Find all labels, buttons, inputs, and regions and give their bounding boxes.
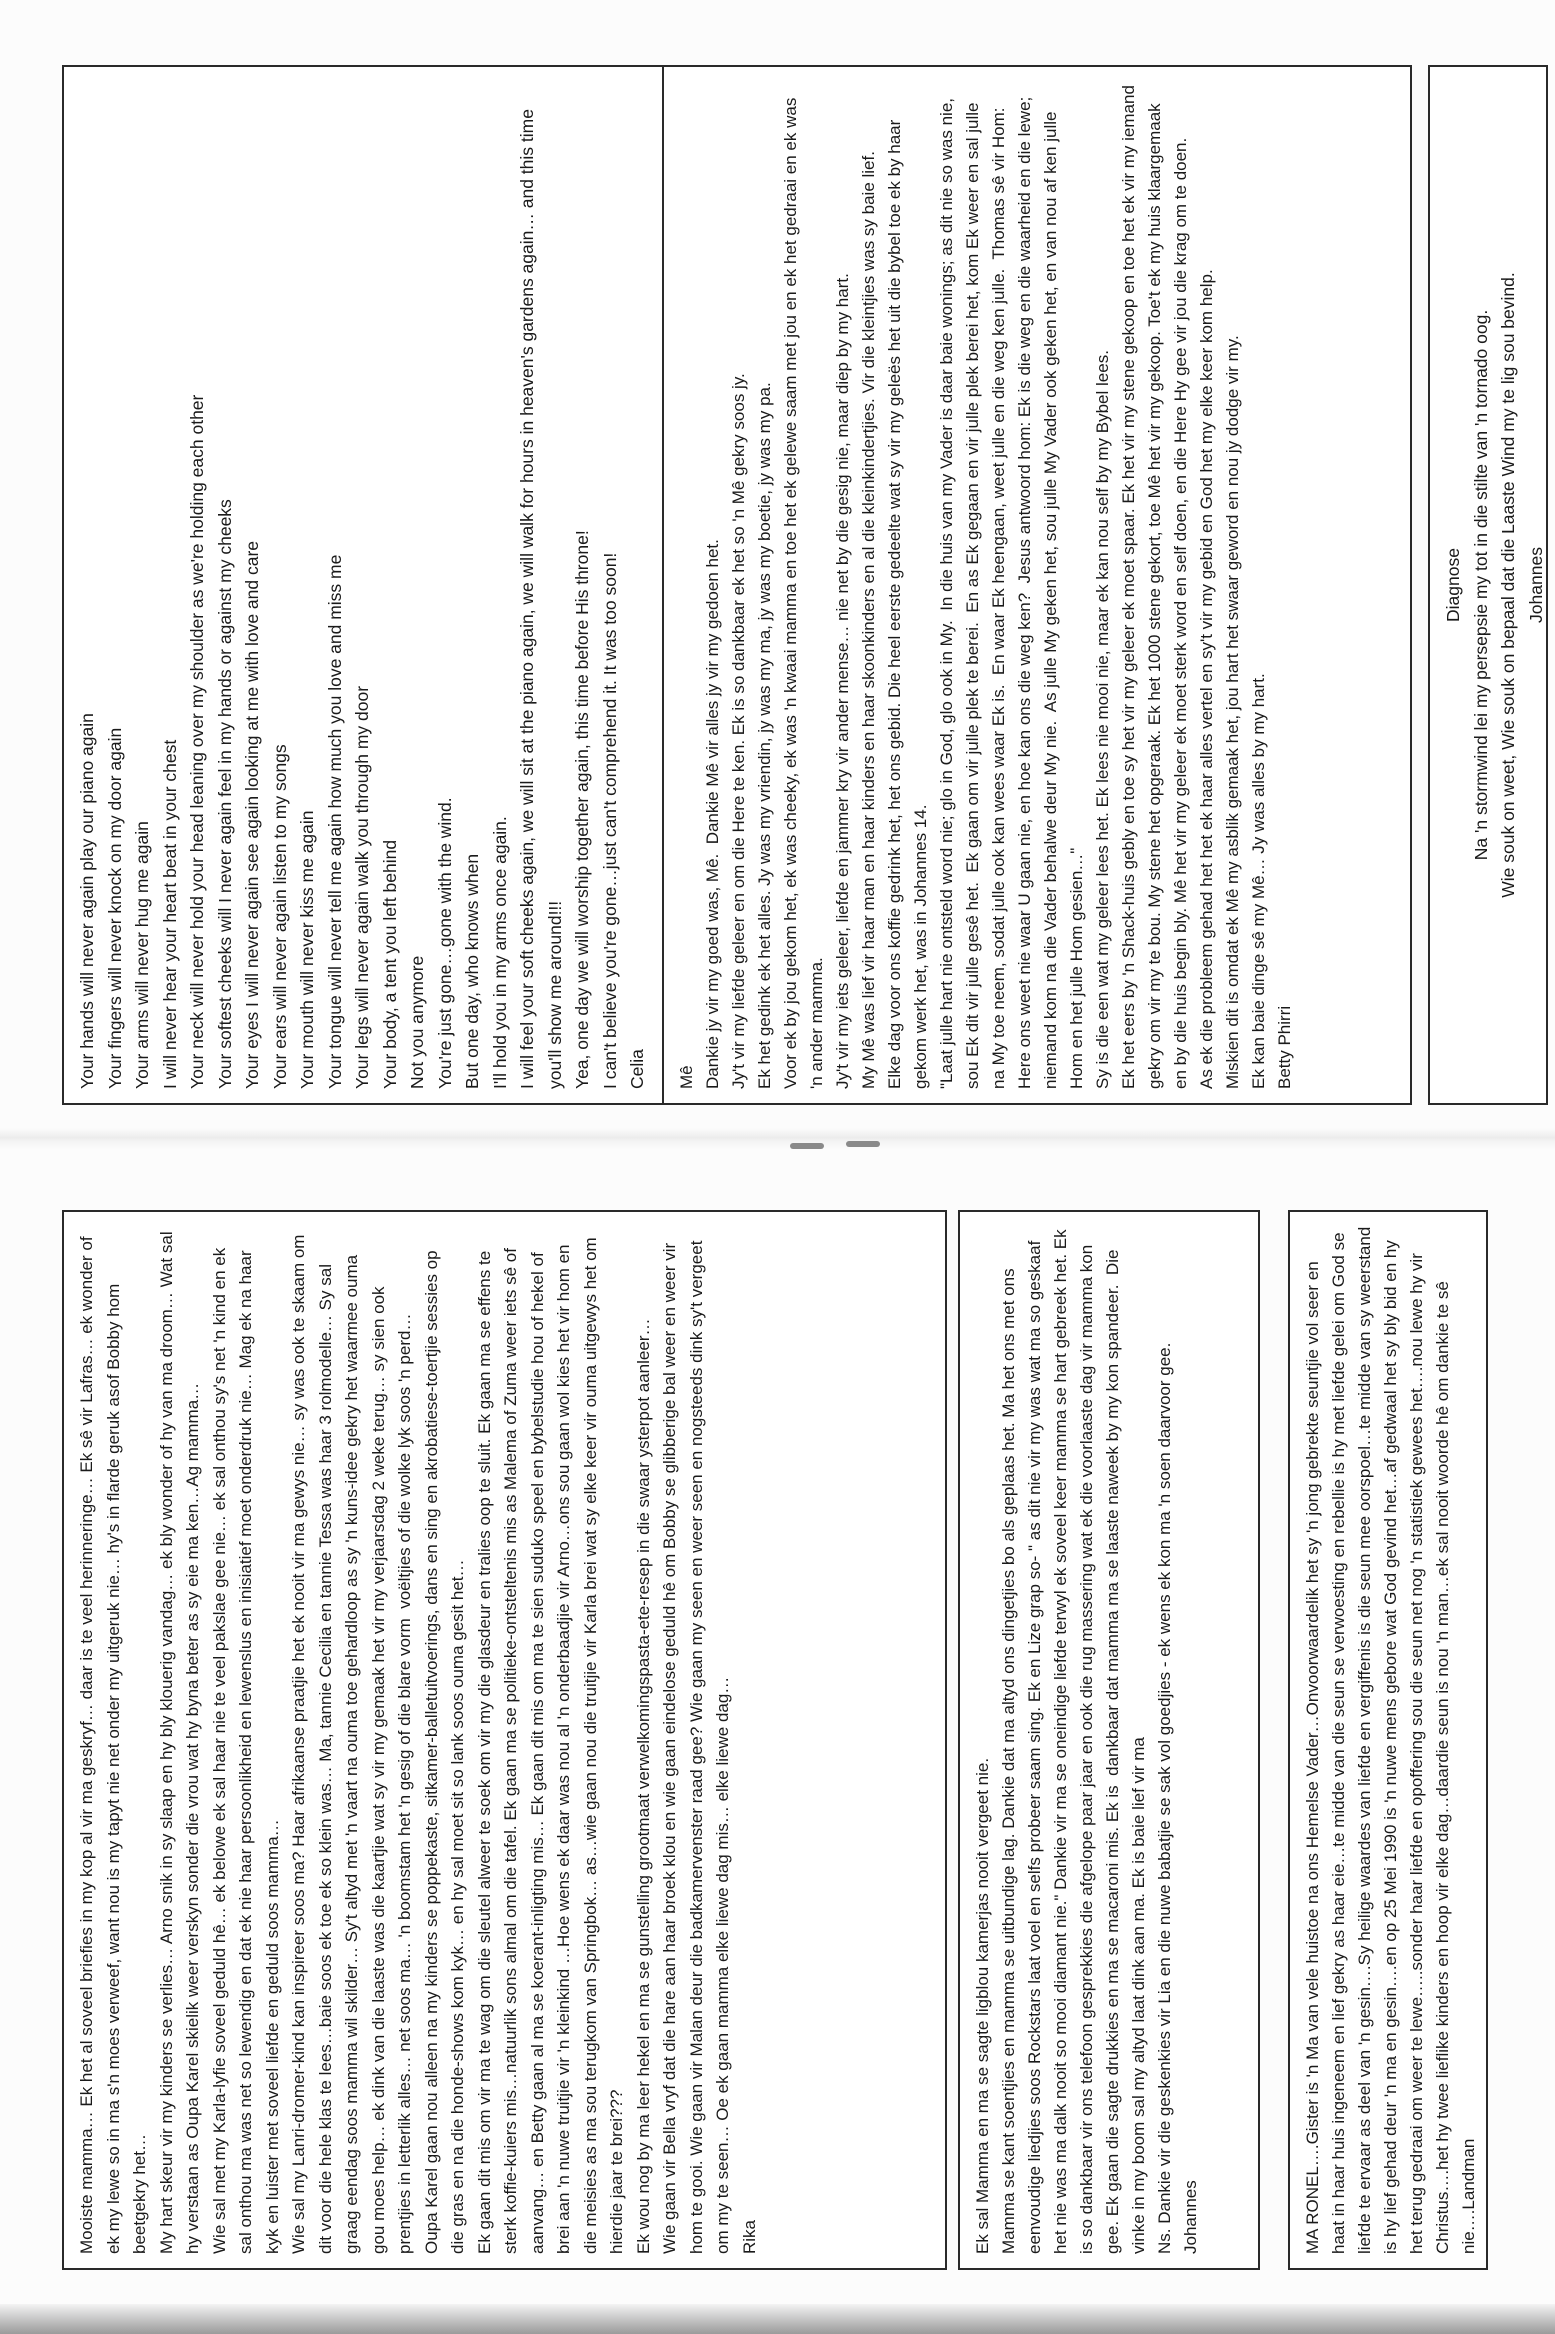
scan-edge-shadow — [0, 2304, 1555, 2334]
me-paragraph: Jy't vir my liefde geleer en om die Here te ken. Ek is so dankbaar ek het so 'n Mê gekry soos jy. — [729, 373, 748, 1089]
poem-author: Celia — [627, 1049, 647, 1089]
diagnose-title: Diagnose — [1443, 548, 1463, 622]
poem-line: I will feel your soft cheeks again, we will sit at the piano again, we will walk for hours in heaven's gardens again… and this time you'll show me around!!! — [517, 104, 565, 1089]
poem-line: You're just gone…gone with the wind. — [434, 797, 455, 1089]
poem-line: Your hands will never again play our piano again — [77, 713, 97, 1089]
me-paragraph: My Mê was lief vir haar man en haar kinders en haar skoonkinders en al die kleinkindertjies. Vir die kleintjies was sy baie lief. — [859, 151, 878, 1089]
me-scripture: "Laat julle hart nie ontsteld word nie; glo in God, glo ook in My. In die huis van my Vader is daar baie wonings; as dit nie so was nie, sou Ek dit vir julle gesê het. Ek gaan om vir julle plek te berei. En as Ek gegaan en vir julle plek berei het, kom Ek weer en sal julle na My toe neem, sodat julle ook kan wees waar Ek is. En waar Ek heengaan, weet julle en die weg ken julle. Thomas sê vir Hom: Here ons weet nie waar U gaan nie, en hoe kan ons die weg ken? Jesus antwoord hom: Ek is die weg en die waarheid en die lewe; niemand kom na die Vader behalwe deur My nie. As julle My geken het, sou julle My Vader ook geken het, en van nou af ken julle Hom en het julle Hom gesien…" — [937, 91, 1086, 1089]
johannes-paragraph: Ek sal Mamma en ma se sagte ligblou kamerjas nooit vergeet nie. — [973, 1757, 992, 2254]
me-paragraph: Ek kan baie dinge sê my Mê… Jy was alles by my hart. — [1249, 673, 1268, 1089]
poem-line: Your softest cheeks will I never again feel in my hands or against my cheeks — [214, 499, 235, 1089]
rika-paragraph: Wie sal my Lanri-dromer-kind kan inspireer soos ma? Haar afrikaanse praatjie het ek nooit vir ma gewys nie… sy was ook te skaam om dit voor die hele klas te lees…baie soos ek toe ek so klein was… Ma, tannie Cecilia en tannie Tessa was haar 3 rolmodelle… Sy sal graag eendag soos mamma wil skilder… Sy't altyd met 'n vaart na ouma toe gehardloop as sy 'n kuns-idee gekry het waarmee ouma gou moes help… ek dink van die laaste was die kaartjie wat sy vir my gemaak het vir my verjaarsdag 2 weke terug… sy sien ook prentjies in letterlik alles… net soos ma… 'n boomstam het 'n gesig of die blare vorm voëltjies of die wolke lyk soos 'n perd… — [289, 1229, 414, 2254]
poem-line: I'll hold you in my arms once again. — [489, 816, 510, 1089]
diagnose-line: Wie souk on weet, Wie souk on bepaal dat die Laaste Wind my te lig sou bevind. — [1498, 272, 1518, 898]
me-author: Betty Phirri — [1275, 1005, 1294, 1089]
rika-paragraph: Wie gaan vir Bella vryf dat die hare aan haar broek klou en wie gaan eindelose geduld hê om Bobby se glibberige bal weer en weer vir hom te gooi. Wie gaan vir Malan deur die badkamervenster raad gee? Wie gaan my seen en weer seen en nogsteeds dink sy't vergeet om my te seen… Oe ek gaan mamma elke liewe dag mis… elke liewe dag… — [660, 1235, 732, 2254]
rika-paragraph: Ek gaan dit mis om vir ma te wag om die sleutel alweer te soek om vir my die glasdeur en tralies oop te sluit. Ek gaan ma se effens te sterk koffie-kuiers mis…natuurlik sons almal om die tafel. Ek gaan ma se politieke-ontsteltenis mis as Malema of Zuma weer iets sê of aanvang… en Betty gaan al ma se koerant-inligting mis… Ek gaan dit mis om ma te sien suduko speel en bybelstudie hou of hekel of brei aan 'n nuwe truitjie vir 'n kleinkind …Hoe wens ek daar was nou al 'n onderbaadjie vir Arno…ons sou gaan wol kies het vir hom en die meisies as ma sou terugkom van Springbok… as…wie gaan nou die truitjie vir Karla brei wat sy elke keer vir ouma uitgewys het om hierdie jaar te brei??? — [474, 1232, 626, 2254]
ronel-text — [1300, 1221, 1482, 2254]
johannes-box — [958, 1210, 1260, 2270]
ronel-paragraph: MA RONEL….Gister is 'n Ma van vele huistoe na ons Hemelse Vader…Onvoorwaardelik het sy 'n jong gebrekte seuntjie vol seer en haat in haar huis ingeneem en lief gekry as haar eie…te midde van die seun se verwoesting en rebellie is hy met liefde gelei om God se liefde te ervaar as deel van 'n gesin….Sy heilige waardes van liefde en vergiffenis is die seun mee oorspoel…te midde van sy weerstand is hy lief gehad deur 'n ma en gesin….en op 25 Mei 1990 is 'n nuwe mens gebore wat God gevind het…af gedwaal het sy bly bid en hy het terug gedraai om weer te lewe…..sonder haar liefde en opoffering sou die seun net nog 'n statistiek gewees het….nou lewe hy vir Christus….het hy twee lieflike kinders en hoop vir elke dag…daardie seun is nou 'n man…ek sal nooit woorde hê om dankie te sê nie….Landman — [1303, 1221, 1478, 2254]
rika-paragraph: Oupa Karel gaan nou alleen na my kinders se poppekaste, sitkamer-balletuitvoerings, dans en sing en akrobatiese-toertjie sessies op die gras en na die honde-shows kom kyk… en hy sal moet sit so lank soos ouma gesit het… — [421, 1245, 467, 2254]
me-paragraph: Ek het gedink ek het alles. Jy was my vriendin, jy was my ma, jy was my boetie, jy was my pa. — [755, 382, 774, 1089]
rika-author: Rika — [739, 2219, 759, 2254]
me-paragraph: Ek het eers by 'n Shack-huis gebly en toe sy het vir my geleer ek moet spaar. Ek het vir my stene gekoop en toe het ek vir my iemand gekry om vir my te bou. My stene het opgeraak. Ek het 1000 stene gekort, toe Mê het vir my gekoop. Toe't ek my huis klaargemaak en by die huis begin bly. Mê het vir my geleer ek moet sterk word en self doen, en die Here Hy gee vir jou die krag om te doen. — [1119, 80, 1190, 1089]
johannes-author: Johannes — [1181, 2180, 1200, 2254]
poem-line: Your ears will never again listen to my songs — [269, 744, 290, 1089]
poem-text — [74, 81, 652, 1089]
me-paragraph: Elke dag voor ons koffie gedrink het, het ons gebid. Die heel eerste gedeelte wat sy vir my geleës het uit die bybel toe ek by haar gekom werk het, was in Johannes 14. — [885, 115, 930, 1089]
rika-paragraph: Wie sal met my Karla-lyfie soveel geduld hê… ek belowe ek sal haar nie te veel pakslae gee nie… ek sal onthou sy's net 'n kind en ek sal onthou ma was net so lewendig en dat ek nie haar persoonlikheid en lewenslus en inisiatief moet onderdruk nie… Mag ek na haar kyk en luister met soveel liefde en geduld soos mamma… — [209, 1243, 282, 2254]
poem-line: I will never hear your heart beat in your chest — [159, 739, 180, 1089]
poem-line: But one day, who knows when — [462, 853, 482, 1089]
poem-line: Your body, a tent you left behind — [379, 839, 400, 1089]
poem-line: I can't believe you're gone…just can't comprehend it. It was too soon! — [599, 552, 620, 1089]
diagnose-text — [1440, 81, 1548, 1089]
me-heading: Mê — [677, 1065, 696, 1089]
poem-line: Your mouth will never kiss me again — [297, 810, 317, 1089]
me-paragraph: As ek die probleem gehad het het ek haar alles vertel en sy't vir my gebid en God het my elke keer kom help. — [1197, 269, 1216, 1089]
poem-line: Your legs will never again walk you through my door — [352, 685, 372, 1089]
ronel-box — [1288, 1210, 1488, 2270]
me-paragraph: Voor ek by jou gekom het, ek was cheeky, ek was 'n kwaai mamma en toe het ek gelewe saam met jou en ek het gedraai en ek was 'n ander mamma. — [781, 92, 826, 1089]
poem-line: Your arms will never hug me again — [132, 821, 152, 1089]
me-paragraph: Miskien dit is omdat ek Mê my asblik gemaak het, jou hart het swaar geword en nou jy dodge vir my. — [1223, 335, 1242, 1089]
poem-box — [62, 65, 672, 1105]
staple-mark — [846, 1141, 880, 1147]
poem-line: Yea, one day we will worship together again, this time before His throne! — [572, 530, 592, 1089]
johannes-text — [970, 1226, 1204, 2254]
me-paragraph: Dankie jy vir my goed was, Mê. Dankie Mê vir alles jy vir my gedoen het. — [703, 539, 722, 1089]
johannes-paragraph: Ns. Dankie vir die geskenkies vir Lia en die nuwe babatjie se sak vol goedjies - ek wens ek kon ma 'n soen daarvoor gee. — [1155, 1342, 1174, 2254]
diagnose-line: Na 'n stormwind lei my persepsie my tot in die stilte van 'n tornado oog. — [1470, 309, 1491, 861]
rika-text — [74, 1226, 763, 2254]
me-text — [674, 81, 1298, 1089]
poem-line: Your tongue will never tell me again how much you love and miss me — [324, 554, 345, 1089]
poem-line: Not you anymore — [407, 955, 427, 1089]
diagnose-author: Johannes — [1525, 547, 1546, 623]
rika-paragraph: Ek wou nog by ma leer hekel en ma se gunstelling grootmaat verwelkomingspasta-ete-resep in die swaar ysterpot aanleer… — [633, 1318, 653, 2254]
johannes-paragraph: Mamma se kant soentjies en mamma se uitbundige lag. Dankie dat ma altyd ons dingetjies bo als geplaas het. Ma het ons met ons eenvoudige liedjies soos Rockstars laat voel en selfs probeer saam sing. Ek en Lize grap so- " as dit nie vir my was wat ma so geskaaf het nie was ma dalk nooit so mooi diamant nie." Dankie vir ma se oneindige liefde terwyl ek soveel keer mamma se hart gebreek het. Ek is so dankbaar vir ons telefoon gesprekkies die afgelope paar jaar en ook die rug massering wat ek die voorlaaste dag vir mamma kon gee. Ek gaan die sagte drukkies en ma se macaroni mis. Ek is dankbaar dat mamma ma se laaste naweek by my kon spandeer. Die vinke in my boom sal my altyd laat dink aan ma. Ek is baie lief vir ma — [999, 1224, 1148, 2254]
page-fold — [0, 1128, 1555, 1150]
rika-paragraph: My hart skeur vir my kinders se verlies… Arno snik in sy slaap en hy bly klouerig vandag… ek bly wonder of hy van ma droom… Wat sal hy verstaan as Oupa Karel skielik weer verskyn sonder die vrou wat hy byna beter as sy eie ma ken…Ag mamma… — [156, 1226, 202, 2254]
rika-box — [62, 1210, 947, 2270]
me-paragraph: Jy't vir my iets geleer, liefde en jammer kry vir ander mense… nie net by die gesig nie, maar diep by my hart. — [833, 273, 852, 1089]
me-paragraph: Sy is die een wat my geleer lees het. Ek lees nie mooi nie, maar ek kan nou self by my Bybel lees. — [1093, 350, 1112, 1089]
poem-line: Your neck will never hold your head leaning over my shoulder as we're holding each other — [187, 394, 207, 1089]
staple-mark — [790, 1143, 824, 1149]
rika-paragraph: Mooiste mamma… Ek het al soveel briefies in my kop al vir ma geskryf… daar is te veel herinneringe… Ek sê vir Lafras… ek wonder of ek my lewe so in ma s'n moes verweef, want nou is my tapyt nie net onder my uitgeruk nie… hy's in flarde geruk asof Bobby hom beetgekry het… — [77, 1231, 149, 2254]
diagnose-box — [1428, 65, 1548, 1105]
me-box — [662, 65, 1412, 1105]
poem-line: Your eyes I will never again see again looking at me with love and care — [242, 540, 262, 1089]
poem-line: Your fingers will never knock on my door again — [104, 727, 125, 1089]
